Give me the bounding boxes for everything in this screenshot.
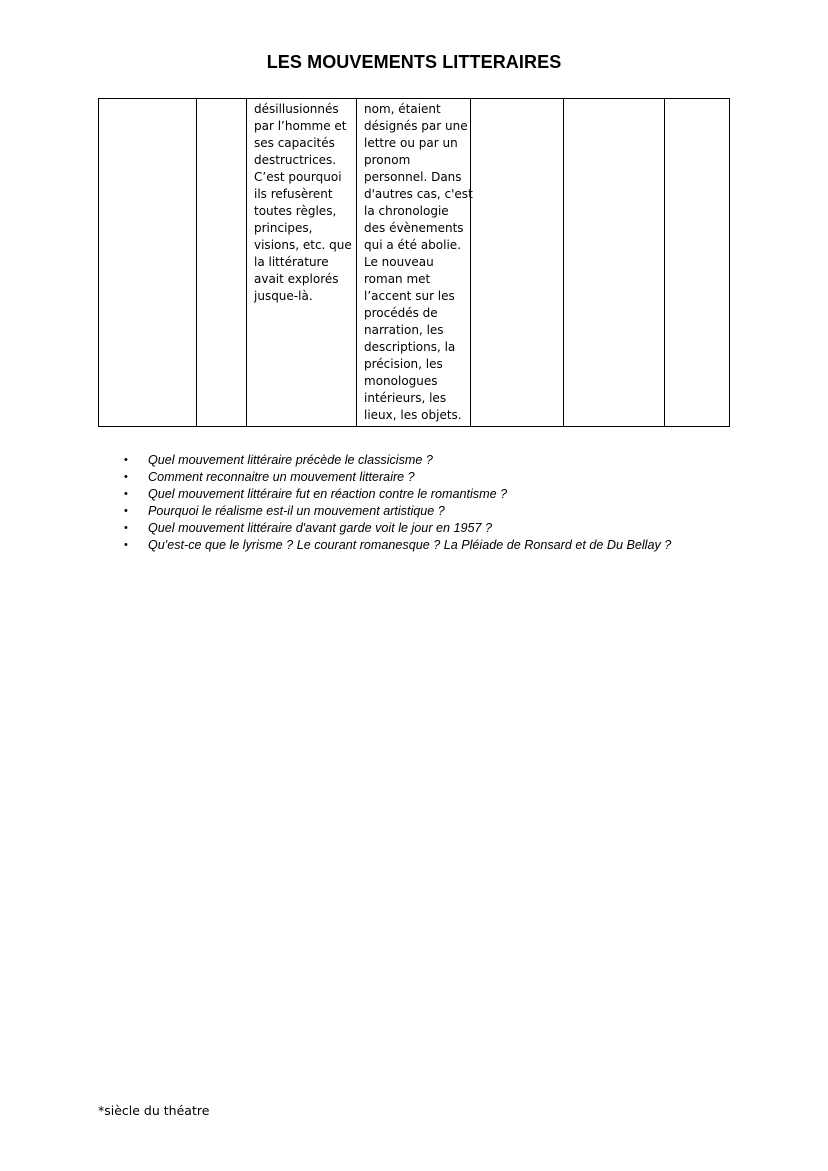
table-cell-empty: [564, 99, 665, 427]
cell-line: descriptions, la: [364, 340, 456, 354]
table-cell-empty: [197, 99, 247, 427]
question-text: Quel mouvement littéraire d'avant garde voit le jour en 1957 ?: [148, 521, 493, 535]
cell-line: principes,: [254, 221, 313, 235]
question-text: Quel mouvement littéraire précède le classicisme ?: [148, 453, 433, 467]
list-item: [110, 503, 810, 520]
table-cell-empty: [665, 99, 730, 427]
question-text: Quel mouvement littéraire fut en réaction contre le romantisme ?: [148, 487, 508, 501]
cell-line: ils refusèrent: [254, 187, 333, 201]
question-text: Pourquoi le réalisme est-il un mouvement artistique ?: [148, 504, 445, 518]
list-item: [110, 486, 810, 503]
bullet-icon: •: [124, 454, 128, 466]
list-item: [110, 469, 810, 486]
movements-table: [98, 98, 730, 427]
bullet-icon: •: [124, 471, 128, 483]
cell-line: d'autres cas, c'est: [364, 187, 473, 201]
bullet-icon: •: [124, 505, 128, 517]
list-item: [110, 452, 810, 469]
list-item: [110, 537, 810, 554]
cell-line: narration, les: [364, 323, 444, 337]
table-cell-empty: [471, 99, 564, 427]
cell-line: qui a été abolie.: [364, 238, 462, 252]
table-cell-col4: [357, 99, 471, 427]
cell-line: désignés par une: [364, 119, 468, 133]
table-cell-col3: [247, 99, 357, 427]
table-row: [99, 99, 730, 427]
question-text: Comment reconnaitre un mouvement litteraire ?: [148, 470, 415, 484]
bullet-icon: •: [124, 488, 128, 500]
cell-line: la littérature: [254, 255, 329, 269]
cell-line: désillusionnés: [254, 102, 339, 116]
question-text: Qu'est-ce que le lyrisme ? Le courant romanesque ? La Pléiade de Ronsard et de Du Bellay ?: [148, 538, 672, 552]
table-cell-empty: [99, 99, 197, 427]
cell-text: [364, 101, 473, 424]
cell-line: monologues: [364, 374, 438, 388]
cell-line: lettre ou par un: [364, 136, 458, 150]
cell-line: ses capacités: [254, 136, 335, 150]
bullet-icon: •: [124, 539, 128, 551]
cell-line: roman met: [364, 272, 431, 286]
cell-line: pronom: [364, 153, 411, 167]
footnote: *siècle du théatre: [98, 1103, 210, 1118]
cell-line: jusque-là.: [254, 289, 313, 303]
page-title: LES MOUVEMENTS LITTERAIRES: [266, 52, 562, 72]
cell-line: la chronologie: [364, 204, 449, 218]
cell-line: personnel. Dans: [364, 170, 462, 184]
cell-line: C’est pourquoi: [254, 170, 342, 184]
cell-line: destructrices.: [254, 153, 337, 167]
questions-list: [110, 452, 810, 554]
cell-line: par l’homme et: [254, 119, 347, 133]
cell-line: précision, les: [364, 357, 443, 371]
bullet-icon: •: [124, 522, 128, 534]
cell-line: toutes règles,: [254, 204, 337, 218]
cell-line: procédés de: [364, 306, 438, 320]
cell-line: Le nouveau: [364, 255, 434, 269]
list-item: [110, 520, 810, 537]
cell-line: des évènements: [364, 221, 464, 235]
cell-line: intérieurs, les: [364, 391, 447, 405]
cell-line: visions, etc. que: [254, 238, 352, 252]
cell-line: l’accent sur les: [364, 289, 455, 303]
cell-line: nom, étaient: [364, 102, 441, 116]
cell-line: lieux, les objets.: [364, 408, 462, 422]
cell-line: avait explorés: [254, 272, 339, 286]
cell-text: [254, 101, 350, 305]
